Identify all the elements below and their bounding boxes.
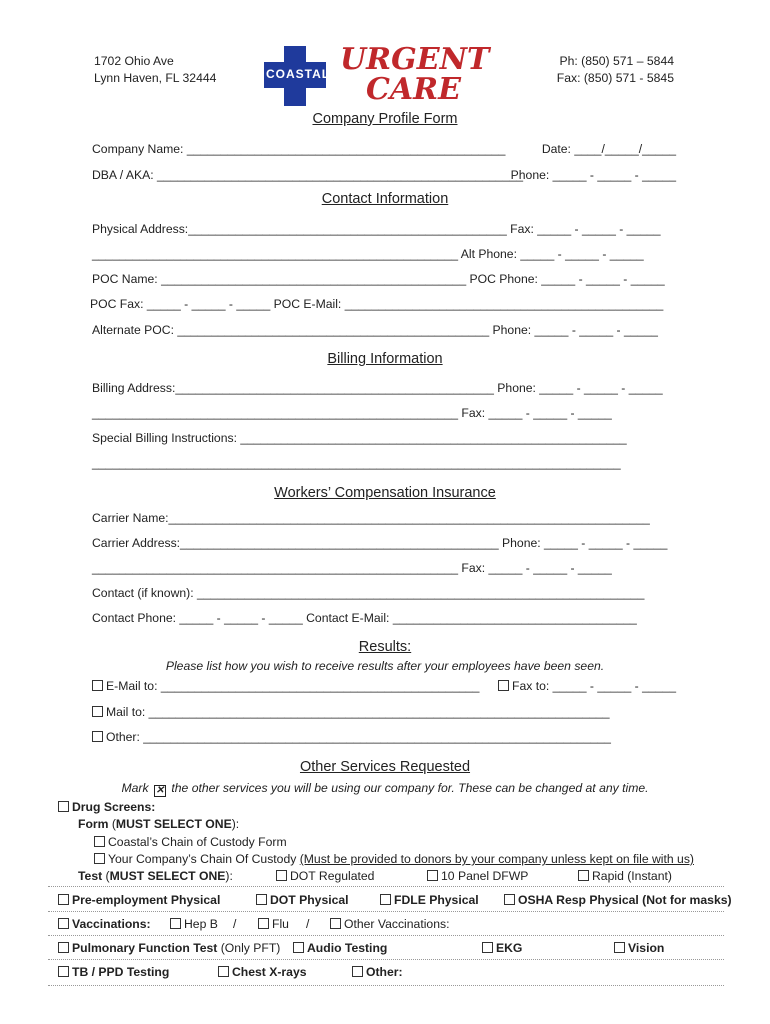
drug-screens-option[interactable]: Drug Screens:	[58, 800, 155, 814]
vision-checkbox[interactable]	[614, 942, 625, 953]
billing-address-field[interactable]: Billing Address:_______________________________________________ Phone: _____ - _____ - _____	[92, 381, 663, 395]
divider	[48, 886, 724, 887]
tb-option[interactable]: TB / PPD Testing	[58, 965, 169, 979]
services-heading: Other Services Requested	[299, 759, 471, 775]
billing-heading: Billing Information	[327, 351, 443, 367]
mail-checkbox[interactable]	[92, 706, 103, 717]
fdle-physical-option[interactable]: FDLE Physical	[380, 893, 479, 907]
services-instruction: Mark ✕ the other services you will be using our company for. These can be changed at any time.	[121, 781, 649, 796]
rapid-checkbox[interactable]	[578, 870, 589, 881]
form-label: Form (MUST SELECT ONE):	[78, 817, 240, 831]
dba-field[interactable]: DBA / AKA: ______________________________________________________	[92, 168, 524, 182]
clinic-fax: Fax: (850) 571 - 5845	[556, 71, 674, 85]
dot-regulated-checkbox[interactable]	[276, 870, 287, 881]
dot-physical-option[interactable]: DOT Physical	[256, 893, 349, 907]
tb-checkbox[interactable]	[58, 966, 69, 977]
x-mark-icon: ✕	[155, 785, 165, 796]
divider	[48, 985, 724, 986]
osha-checkbox[interactable]	[504, 894, 515, 905]
form-title: Company Profile Form	[312, 111, 458, 127]
clinic-phone: Ph: (850) 571 – 5844	[559, 54, 674, 68]
fax-checkbox[interactable]	[498, 680, 509, 691]
audio-option[interactable]: Audio Testing	[293, 941, 387, 955]
other-vaccinations-option[interactable]: Other Vaccinations:	[330, 917, 449, 931]
drug-screens-checkbox[interactable]	[58, 801, 69, 812]
vaccinations-option[interactable]: Vaccinations:	[58, 917, 151, 931]
coc-coastal-checkbox[interactable]	[94, 836, 105, 847]
logo-care-text: CARE	[366, 72, 461, 107]
chest-xray-checkbox[interactable]	[218, 966, 229, 977]
divider	[48, 935, 724, 936]
ten-panel-checkbox[interactable]	[427, 870, 438, 881]
logo-urgent-text: URGENT	[340, 42, 490, 77]
alternate-poc-field[interactable]: Alternate POC: ______________________________________________ Phone: _____ - _____ - _____	[92, 323, 658, 337]
carrier-contact-phone-field[interactable]: Contact Phone: _____ - _____ - _____ Contact E-Mail: ____________________________________	[92, 611, 637, 625]
flu-option[interactable]: Flu	[258, 917, 289, 931]
divider	[48, 959, 724, 960]
email-checkbox[interactable]	[92, 680, 103, 691]
rapid-option[interactable]: Rapid (Instant)	[578, 869, 672, 883]
poc-name-field[interactable]: POC Name: _____________________________________________ POC Phone: _____ - _____ - _____	[92, 272, 665, 286]
osha-option[interactable]: OSHA Resp Physical (Not for masks)	[504, 893, 732, 907]
divider	[48, 911, 724, 912]
ekg-checkbox[interactable]	[482, 942, 493, 953]
logo-coastal-text: COASTAL	[266, 67, 331, 81]
ten-panel-option[interactable]: 10 Panel DFWP	[427, 869, 528, 883]
billing-fax-field[interactable]: ______________________________________________________ Fax: _____ - _____ - _____	[92, 406, 612, 420]
other-service-checkbox[interactable]	[352, 966, 363, 977]
carrier-contact-field[interactable]: Contact (if known): __________________________________________________________________	[92, 586, 645, 600]
workers-comp-heading: Workers’ Compensation Insurance	[274, 485, 496, 501]
contact-heading: Contact Information	[321, 191, 449, 207]
dot-physical-checkbox[interactable]	[256, 894, 267, 905]
dot-regulated-option[interactable]: DOT Regulated	[276, 869, 374, 883]
company-name-field[interactable]: Company Name: _______________________________________________	[92, 142, 506, 156]
results-instruction: Please list how you wish to receive results after your employees have been seen.	[165, 659, 605, 673]
coc-company-option[interactable]: Your Company’s Chain Of Custody (Must be provided to donors by your company unless kept on file with us)	[94, 852, 694, 866]
carrier-name-field[interactable]: Carrier Name:_______________________________________________________________________	[92, 511, 650, 525]
results-email-option[interactable]: E-Mail to: _______________________________________________	[92, 679, 479, 693]
slash-separator: /	[233, 917, 237, 931]
other-service-option[interactable]: Other:	[352, 965, 403, 979]
flu-checkbox[interactable]	[258, 918, 269, 929]
special-instructions-field[interactable]: Special Billing Instructions: _________________________________________________________	[92, 431, 627, 445]
vision-option[interactable]: Vision	[614, 941, 664, 955]
date-field[interactable]: Date: ____/_____/_____	[541, 142, 676, 156]
other-vaccinations-checkbox[interactable]	[330, 918, 341, 929]
other-checkbox[interactable]	[92, 731, 103, 742]
results-mail-option[interactable]: Mail to: ____________________________________________________________________	[92, 705, 610, 719]
slash-separator: /	[306, 917, 310, 931]
company-phone-field[interactable]: Phone: _____ - _____ - _____	[510, 168, 676, 182]
logo	[262, 44, 508, 108]
test-label: Test (MUST SELECT ONE):	[78, 869, 233, 883]
ekg-option[interactable]: EKG	[482, 941, 522, 955]
vaccinations-checkbox[interactable]	[58, 918, 69, 929]
address-line-2: Lynn Haven, FL 32444	[94, 71, 217, 85]
audio-checkbox[interactable]	[293, 942, 304, 953]
hep-b-checkbox[interactable]	[170, 918, 181, 929]
results-other-option[interactable]: Other: _____________________________________________________________________	[92, 730, 611, 744]
results-heading: Results:	[358, 639, 412, 655]
results-fax-option[interactable]: Fax to: _____ - _____ - _____	[498, 679, 676, 693]
special-instructions-line[interactable]: ______________________________________________________________________________	[92, 456, 621, 470]
pft-checkbox[interactable]	[58, 942, 69, 953]
pre-employment-option[interactable]: Pre-employment Physical	[58, 893, 220, 907]
pre-employment-checkbox[interactable]	[58, 894, 69, 905]
fdle-physical-checkbox[interactable]	[380, 894, 391, 905]
poc-fax-field[interactable]: POC Fax: _____ - _____ - _____ POC E-Mail: _______________________________________________	[90, 297, 664, 311]
carrier-fax-field[interactable]: ______________________________________________________ Fax: _____ - _____ - _____	[92, 561, 612, 575]
coc-company-checkbox[interactable]	[94, 853, 105, 864]
pft-option[interactable]: Pulmonary Function Test (Only PFT)	[58, 941, 280, 955]
chest-xray-option[interactable]: Chest X-rays	[218, 965, 307, 979]
hep-b-option[interactable]: Hep B	[170, 917, 218, 931]
coc-coastal-option[interactable]: Coastal’s Chain of Custody Form	[94, 835, 287, 849]
alt-phone-field[interactable]: ______________________________________________________ Alt Phone: _____ - _____ - _____	[92, 247, 644, 261]
physical-address-field[interactable]: Physical Address:_______________________________________________ Fax: _____ - _____ - _____	[92, 222, 661, 236]
address-line-1: 1702 Ohio Ave	[94, 54, 174, 68]
carrier-address-field[interactable]: Carrier Address:_______________________________________________ Phone: _____ - _____ - _____	[92, 536, 668, 550]
